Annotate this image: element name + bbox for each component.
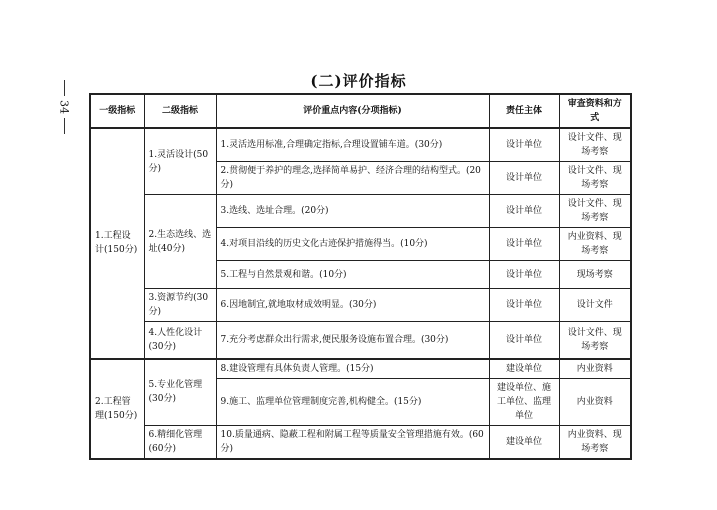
party-cell: 设计单位: [489, 261, 559, 289]
content-cell: 4.对项目沿线的历史文化古迹保护措施得当。(10分): [216, 228, 489, 261]
content-cell: 2.贯彻便于养护的理念,选择简单易护、经济合理的结构型式。(20分): [216, 162, 489, 195]
level2-cell: 4.人性化设计(30分): [144, 322, 216, 359]
level2-cell: 3.资源节约(30分): [144, 289, 216, 322]
party-cell: 设计单位: [489, 128, 559, 162]
table-row: [90, 128, 631, 162]
review-cell: 设计文件、现场考察: [559, 322, 631, 359]
content-cell: 8.建设管理有具体负责人管理。(15分): [216, 359, 489, 379]
page-number: 34: [57, 100, 71, 114]
header-party: 责任主体: [489, 94, 559, 128]
review-cell: 内业资料、现场考察: [559, 426, 631, 460]
page-number-divider-bottom: [64, 118, 65, 134]
review-cell: 现场考察: [559, 261, 631, 289]
table-row: [90, 426, 631, 460]
table-row: [90, 322, 631, 359]
party-cell: 设计单位: [489, 322, 559, 359]
review-cell: 内业资料: [559, 379, 631, 426]
party-cell: 设计单位: [489, 195, 559, 228]
review-cell: 设计文件、现场考察: [559, 162, 631, 195]
party-cell: 建设单位、施工单位、监理单位: [489, 379, 559, 426]
header-review: 审查资料和方式: [559, 94, 631, 128]
table-row: [90, 359, 631, 379]
party-cell: 设计单位: [489, 162, 559, 195]
level2-cell: 1.灵活设计(50分): [144, 128, 216, 195]
review-cell: 内业资料、现场考察: [559, 228, 631, 261]
content-cell: 5.工程与自然景观和谐。(10分): [216, 261, 489, 289]
review-cell: 内业资料: [559, 359, 631, 379]
table-row: [90, 289, 631, 322]
header-content: 评价重点内容(分项指标): [216, 94, 489, 128]
table-row: [90, 195, 631, 228]
content-cell: 9.施工、监理单位管理制度完善,机构健全。(15分): [216, 379, 489, 426]
content-cell: 3.选线、选址合理。(20分): [216, 195, 489, 228]
content-cell: 6.因地制宜,就地取材成效明显。(30分): [216, 289, 489, 322]
content-cell: 1.灵活选用标准,合理确定指标,合理设置铺车道。(30分): [216, 128, 489, 162]
level2-cell: 6.精细化管理(60分): [144, 426, 216, 460]
content-cell: 10.质量通病、隐蔽工程和附属工程等质量安全管理措施有效。(60分): [216, 426, 489, 460]
review-cell: 设计文件、现场考察: [559, 128, 631, 162]
header-level2: 二级指标: [144, 94, 216, 128]
level1-cell: 2.工程管理(150分): [90, 359, 144, 460]
level1-cell: 1.工程设计(150分): [90, 128, 144, 359]
party-cell: 建设单位: [489, 426, 559, 460]
party-cell: 设计单位: [489, 289, 559, 322]
party-cell: 设计单位: [489, 228, 559, 261]
review-cell: 设计文件: [559, 289, 631, 322]
header-level1: 一级指标: [90, 94, 144, 128]
review-cell: 设计文件、现场考察: [559, 195, 631, 228]
evaluation-table: [89, 93, 632, 460]
level2-cell: 2.生态选线、选址(40分): [144, 195, 216, 289]
section-title: (二)评价指标: [310, 72, 407, 90]
party-cell: 建设单位: [489, 359, 559, 379]
level2-cell: 5.专业化管理(30分): [144, 359, 216, 426]
content-cell: 7.充分考虑群众出行需求,便民服务设施布置合理。(30分): [216, 322, 489, 359]
table-header-row: [90, 94, 631, 128]
